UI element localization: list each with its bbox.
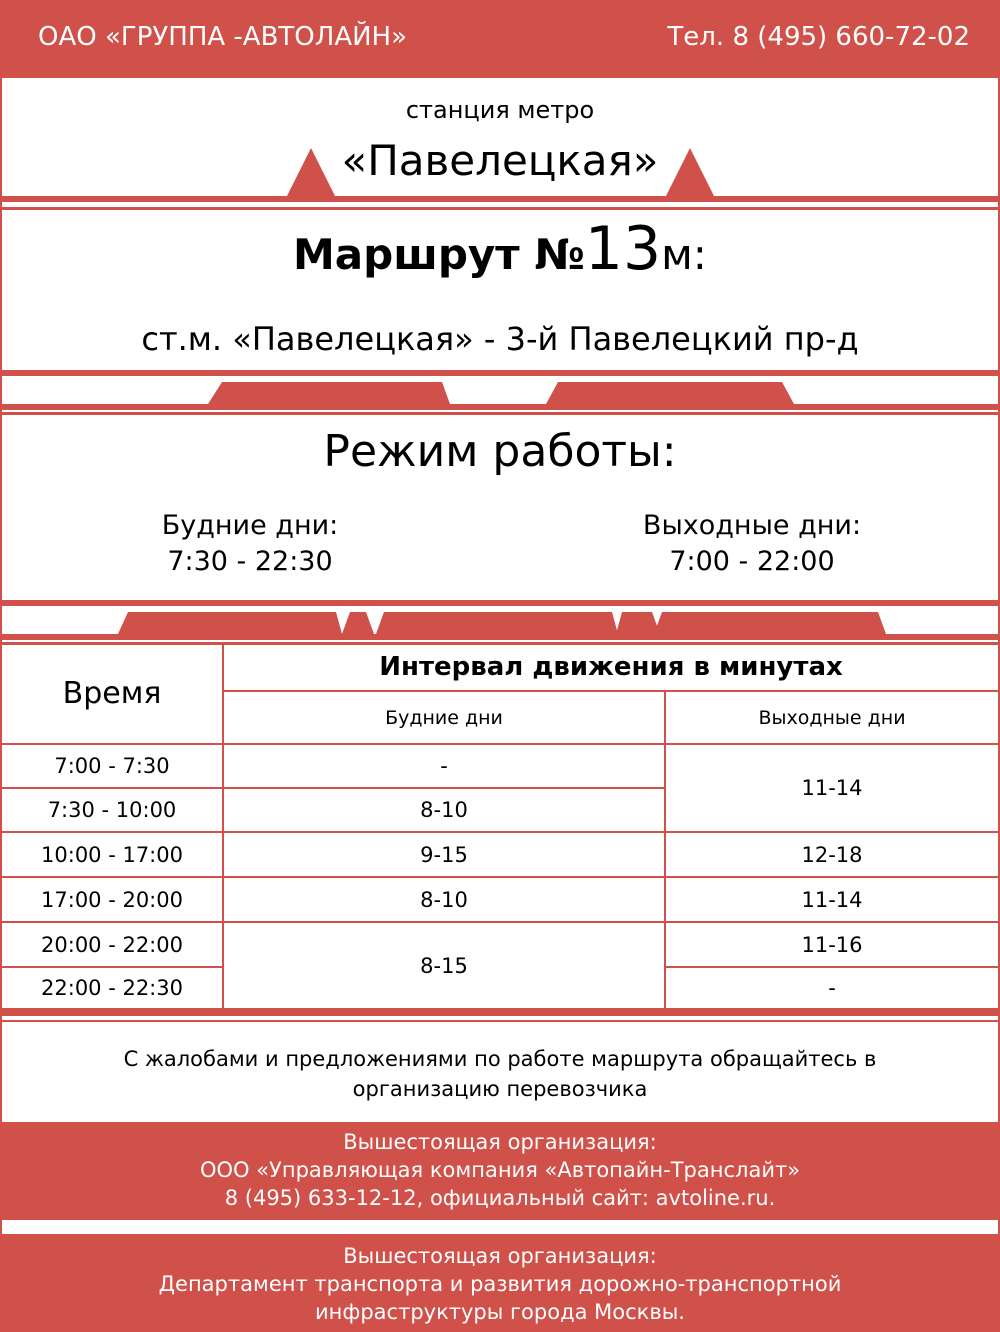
decor-trapezoid	[654, 612, 886, 634]
weekends-hours: 7:00 - 22:00	[669, 546, 835, 577]
complaint-note	[2, 1044, 998, 1104]
weekend-interval-cell: 11-14	[665, 877, 998, 922]
divider-stripe-thin	[2, 412, 998, 415]
route-prefix: Маршрут №	[293, 230, 585, 279]
decor-triangle-left	[287, 148, 335, 196]
decor-trapezoids	[2, 376, 998, 404]
route-path: ст.м. «Павелецкая» - 3-й Павелецкий пр-д	[141, 320, 859, 358]
schedule-table	[2, 644, 998, 1010]
weekday-interval-cell: 8-10	[223, 788, 665, 832]
station-name: «Павелецкая»	[341, 136, 659, 185]
station-label: станция метро	[405, 96, 595, 124]
footer-org-name: Департамент транспорта и развития дорожно-транспортной	[158, 1272, 842, 1296]
decor-trapezoids	[2, 606, 998, 634]
weekday-interval-cell: 8-15	[223, 922, 665, 1009]
divider-stripe	[2, 196, 998, 202]
parent-organization-footer-2	[2, 1234, 998, 1330]
footer-heading: Вышестоящая организация:	[343, 1130, 657, 1154]
decor-trapezoid	[342, 612, 374, 634]
weekends-block	[622, 508, 882, 580]
header-bar	[2, 2, 998, 78]
divider-stripe-thin	[2, 1020, 998, 1022]
time-cell: 7:00 - 7:30	[2, 744, 223, 788]
decor-triangle-right	[666, 148, 714, 196]
time-cell: 22:00 - 22:30	[2, 967, 223, 1009]
weekend-interval-cell: 11-14	[665, 744, 998, 832]
time-cell: 17:00 - 20:00	[2, 877, 223, 922]
footer-org-name-cont: инфраструктуры города Москвы.	[315, 1300, 685, 1324]
time-cell: 20:00 - 22:00	[2, 922, 223, 967]
decor-trapezoid	[118, 612, 342, 634]
phone-number: Тел. 8 (495) 660-72-02	[667, 22, 970, 52]
route-title	[2, 214, 998, 284]
complaint-line: С жалобами и предложениями по работе маршрута обращайтесь в	[123, 1047, 877, 1071]
divider-stripe-thin	[2, 207, 998, 210]
decor-trapezoid	[616, 612, 660, 634]
table-row	[2, 877, 998, 922]
weekdays-header: Будние дни	[223, 691, 665, 744]
weekday-interval-cell: -	[223, 744, 665, 788]
weekends-header: Выходные дни	[665, 691, 998, 744]
footer-contacts: 8 (495) 633-12-12, официальный сайт: avtoline.ru.	[224, 1186, 776, 1210]
weekday-interval-cell: 9-15	[223, 832, 665, 877]
parent-organization-footer-1	[2, 1122, 998, 1220]
footer-gap	[2, 1220, 998, 1234]
footer-heading: Вышестоящая организация:	[343, 1244, 657, 1268]
decor-trapezoid	[208, 382, 450, 404]
footer-org-name: ООО «Управляющая компания «Автопайн-Транслайт»	[199, 1158, 801, 1182]
weekend-interval-cell: 12-18	[665, 832, 998, 877]
weekdays-hours: 7:30 - 22:30	[167, 546, 333, 577]
table-row	[2, 744, 998, 788]
weekday-interval-cell: 8-10	[223, 877, 665, 922]
route-suffix: м:	[661, 230, 707, 279]
complaint-line: организацию перевозчика	[352, 1077, 648, 1101]
working-mode-title: Режим работы:	[323, 426, 677, 477]
time-cell: 7:30 - 10:00	[2, 788, 223, 832]
divider-stripe	[2, 1010, 998, 1016]
weekend-interval-cell: 11-16	[665, 922, 998, 967]
table-row	[2, 922, 998, 967]
weekend-interval-cell: -	[665, 967, 998, 1009]
weekdays-block	[130, 508, 370, 580]
decor-trapezoid	[376, 612, 618, 634]
table-row	[2, 832, 998, 877]
organization-name: ОАО «ГРУППА -АВТОЛАЙН»	[38, 22, 408, 52]
weekdays-label: Будние дни:	[161, 510, 339, 541]
time-header: Время	[2, 644, 223, 744]
time-cell: 10:00 - 17:00	[2, 832, 223, 877]
table-header-row	[2, 644, 998, 691]
divider-stripe	[2, 404, 998, 410]
divider-stripe	[2, 634, 998, 640]
interval-header: Интервал движения в минутах	[223, 644, 998, 691]
weekends-label: Выходные дни:	[642, 510, 862, 541]
route-number: 13	[584, 214, 662, 284]
decor-trapezoid	[546, 382, 794, 404]
